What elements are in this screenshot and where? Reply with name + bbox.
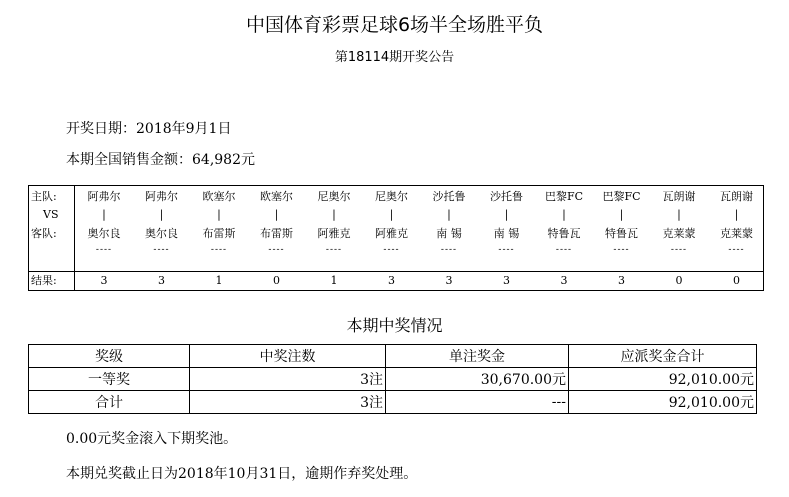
away-team: 布雷斯 [260,227,293,240]
winner-count: 3注 [190,368,386,391]
header-level: 奖级 [29,345,190,368]
match-result: 3 [560,274,568,287]
away-team: 克莱蒙 [720,227,753,240]
result-label: 结果: [31,274,57,287]
vs-mark: | [734,208,739,221]
vs-row [29,206,763,224]
home-team: 瓦朗谢 [662,190,696,203]
away-team: 阿雅克 [375,227,408,240]
match-result: 3 [158,274,165,287]
vs-mark: | [217,208,221,221]
draw-number: 第18114期开奖公告 [334,50,455,65]
match-result: 1 [215,274,223,287]
deadline-note: 本期兑奖截止日为2018年10月31日，逾期作弃奖处理。 [66,466,418,482]
match-result: 3 [388,274,395,287]
dash-separator: ---- [555,245,573,255]
home-team: 尼奥尔 [317,190,351,203]
header-winners: 中奖注数 [190,345,386,368]
unit-prize: --- [386,391,569,414]
dash-separator: ---- [325,245,343,255]
match-table [28,185,764,291]
dash-row [29,241,763,259]
match-result: 3 [618,274,625,287]
away-team: 克莱蒙 [662,227,696,240]
match-result: 1 [330,274,338,287]
result-row [29,271,763,290]
match-result: 0 [273,274,280,287]
away-label: 客队: [31,227,57,240]
match-result: 3 [503,274,510,287]
prize-table [28,344,757,414]
match-result: 3 [100,274,108,287]
header-total-prize: 应派奖金合计 [569,345,757,368]
home-team: 沙托鲁 [432,190,466,203]
dash-separator: ---- [383,245,400,255]
match-result: 3 [445,274,453,287]
away-team: 阿雅克 [317,227,351,240]
vs-mark: | [504,208,509,221]
prize-level: 合计 [29,391,190,414]
home-team: 沙托鲁 [490,190,523,203]
winner-count: 3注 [190,391,386,414]
dash-separator: ---- [268,245,285,255]
prize-header-row [29,345,757,368]
home-team: 欧塞尔 [202,190,236,203]
dash-separator: ---- [95,245,113,255]
away-team: 奥尔良 [87,227,121,240]
dash-separator: ---- [613,245,630,255]
vs-mark: | [332,208,336,221]
vs-label: VS [43,208,59,221]
dash-separator: ---- [670,245,688,255]
home-team: 阿弗尔 [145,190,178,203]
home-team: 瓦朗谢 [720,190,753,203]
home-team: 欧塞尔 [260,190,293,203]
prize-level: 一等奖 [29,368,190,391]
table-row [29,368,757,391]
home-team: 巴黎FC [602,190,641,203]
vs-mark: | [677,208,681,221]
total-prize: 92,010.00元 [569,368,757,391]
vs-mark: | [389,208,394,221]
home-team: 尼奥尔 [375,190,408,203]
vs-mark: | [102,208,106,221]
sales-amount: 本期全国销售金额：64,982元 [66,152,255,168]
home-label: 主队: [31,190,57,203]
prize-section-title: 本期中奖情况 [346,316,443,335]
vs-mark: | [159,208,164,221]
vs-mark: | [562,208,566,221]
home-team-row [29,188,763,206]
away-team: 特鲁瓦 [605,227,638,240]
vs-mark: | [447,208,451,221]
dash-separator: ---- [728,245,745,255]
vs-mark: | [619,208,624,221]
match-result: 0 [733,274,740,287]
dash-separator: ---- [153,245,170,255]
away-team: 布雷斯 [202,227,236,240]
table-row [29,391,757,414]
rollover-note: 0.00元奖金滚入下期奖池。 [66,431,238,447]
away-team: 南 锡 [493,227,520,240]
home-team: 阿弗尔 [87,190,121,203]
dash-separator: ---- [498,245,515,255]
away-team: 南 锡 [436,227,462,240]
away-team: 特鲁瓦 [547,227,581,240]
total-prize: 92,010.00元 [569,391,757,414]
away-team: 奥尔良 [145,227,178,240]
match-result: 0 [675,274,683,287]
unit-prize: 30,670.00元 [386,368,569,391]
dash-separator: ---- [440,245,458,255]
page-title: 中国体育彩票足球6场半全场胜平负 [245,14,544,36]
dash-separator: ---- [210,245,228,255]
header-unit-prize: 单注奖金 [386,345,569,368]
vs-mark: | [274,208,279,221]
home-team: 巴黎FC [544,190,584,203]
draw-date: 开奖日期：2018年9月1日 [66,121,232,137]
